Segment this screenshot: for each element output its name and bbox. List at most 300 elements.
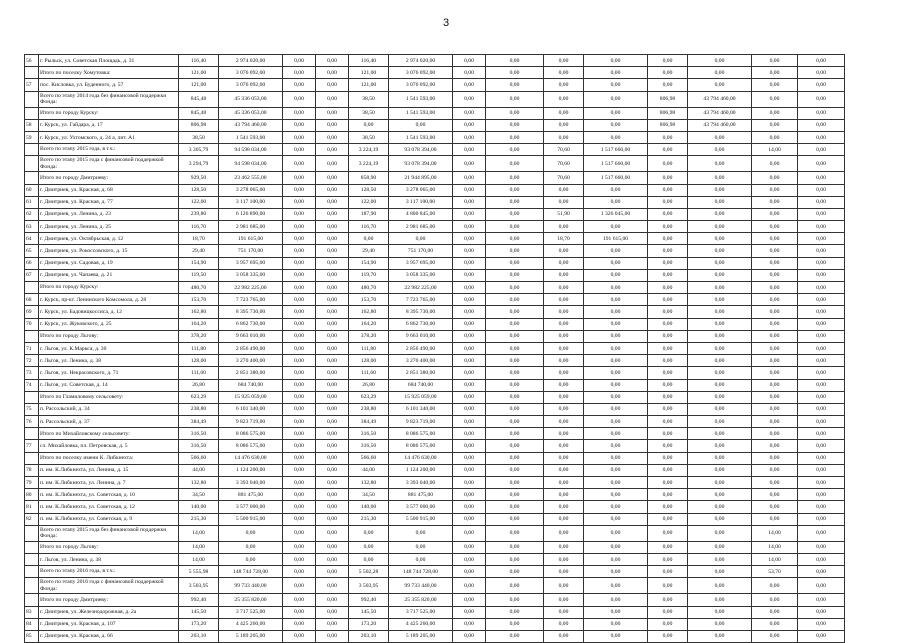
value-cell: 0,00: [486, 131, 544, 143]
value-cell: 0,00: [688, 330, 752, 342]
value-cell: 0,00: [453, 221, 486, 233]
address-cell: Итого по поселку имени К. Либкнехта:: [39, 452, 179, 464]
subtotal-row: [25, 107, 845, 119]
value-cell: 0,00: [316, 67, 349, 79]
value-cell: 29,40: [349, 245, 389, 257]
value-cell: 0,00: [486, 566, 544, 578]
value-cell: 0,00: [752, 416, 798, 428]
value-cell: 38,50: [349, 131, 389, 143]
value-cell: 0,00: [584, 618, 648, 630]
value-cell: 0,00: [584, 119, 648, 131]
row-number-cell: [25, 144, 39, 156]
value-cell: 0,00: [486, 196, 544, 208]
value-cell: 0,00: [316, 464, 349, 476]
value-cell: 215,30: [179, 513, 219, 525]
value-cell: 0,00: [688, 221, 752, 233]
value-cell: 0,00: [389, 525, 453, 541]
value-cell: 0,00: [283, 541, 316, 553]
value-cell: 15 925 059,00: [389, 391, 453, 403]
value-cell: 0,00: [544, 630, 584, 642]
value-cell: 1 124 200,00: [389, 464, 453, 476]
value-cell: 0,00: [752, 594, 798, 606]
value-cell: 316,50: [179, 440, 219, 452]
value-cell: 0,00: [688, 318, 752, 330]
value-cell: 992,40: [349, 594, 389, 606]
value-cell: 4 425 260,00: [219, 618, 283, 630]
value-cell: 0,00: [648, 566, 688, 578]
value-cell: 0,00: [453, 525, 486, 541]
value-cell: 0,00: [544, 55, 584, 67]
value-cell: 0,00: [453, 452, 486, 464]
value-cell: 3 278 065,00: [219, 184, 283, 196]
value-cell: 70,60: [544, 172, 584, 184]
value-cell: 0,00: [453, 428, 486, 440]
value-cell: 0,00: [453, 107, 486, 119]
value-cell: 0,00: [453, 541, 486, 553]
value-cell: 0,00: [798, 501, 845, 513]
value-cell: 43 794 460,00: [688, 107, 752, 119]
row-number-cell: 58: [25, 119, 39, 131]
page-number: 3: [443, 17, 450, 29]
value-cell: 0,00: [584, 379, 648, 391]
value-cell: 44,00: [179, 464, 219, 476]
value-cell: 0,00: [544, 342, 584, 354]
value-cell: 0,00: [752, 367, 798, 379]
value-cell: 0,00: [486, 156, 544, 172]
value-cell: 0,00: [283, 618, 316, 630]
value-cell: 0,00: [349, 119, 389, 131]
value-cell: 0,00: [316, 541, 349, 553]
value-cell: 0,00: [584, 541, 648, 553]
value-cell: 14,00: [179, 541, 219, 553]
value-cell: 0,00: [486, 477, 544, 489]
value-cell: 0,00: [752, 172, 798, 184]
table-row: [25, 342, 845, 354]
row-number-cell: [25, 67, 39, 79]
value-cell: 45 336 053,00: [219, 91, 283, 107]
value-cell: 0,00: [648, 318, 688, 330]
value-cell: 0,00: [584, 245, 648, 257]
row-number-cell: 56: [25, 55, 39, 67]
value-cell: 1 541 593,00: [389, 91, 453, 107]
value-cell: 0,00: [798, 355, 845, 367]
value-cell: 378,20: [179, 330, 219, 342]
value-cell: 0,00: [283, 318, 316, 330]
table-row: [25, 477, 845, 489]
value-cell: 316,50: [179, 428, 219, 440]
value-cell: 0,00: [798, 294, 845, 306]
value-cell: 0,00: [316, 618, 349, 630]
value-cell: 15 925 059,00: [219, 391, 283, 403]
value-cell: 0,00: [798, 440, 845, 452]
value-cell: 3 957 695,00: [219, 257, 283, 269]
value-cell: 0,00: [544, 119, 584, 131]
value-cell: 0,00: [453, 553, 486, 565]
value-cell: 6 862 730,00: [389, 318, 453, 330]
value-cell: 3 270 400,00: [389, 355, 453, 367]
value-cell: 0,00: [688, 257, 752, 269]
value-cell: 3 503,95: [179, 578, 219, 594]
value-cell: 0,00: [648, 403, 688, 415]
value-cell: 0,00: [688, 172, 752, 184]
value-cell: 0,00: [544, 379, 584, 391]
value-cell: 25 355 820,00: [219, 594, 283, 606]
value-cell: 0,00: [544, 416, 584, 428]
value-cell: 0,00: [544, 553, 584, 565]
value-cell: 0,00: [283, 221, 316, 233]
value-cell: 0,00: [798, 330, 845, 342]
value-cell: 0,00: [584, 489, 648, 501]
value-cell: 0,00: [316, 208, 349, 220]
value-cell: 154,90: [179, 257, 219, 269]
value-cell: 0,00: [688, 67, 752, 79]
value-cell: 0,00: [544, 428, 584, 440]
value-cell: 0,00: [688, 79, 752, 91]
value-cell: 0,00: [283, 67, 316, 79]
value-cell: 0,00: [752, 318, 798, 330]
value-cell: 384,49: [179, 416, 219, 428]
value-cell: 3 270 400,00: [219, 355, 283, 367]
value-cell: 0,00: [752, 55, 798, 67]
value-cell: 0,00: [648, 440, 688, 452]
value-cell: 18,70: [179, 233, 219, 245]
row-number-cell: 64: [25, 233, 39, 245]
table-row: [25, 55, 845, 67]
value-cell: 0,00: [648, 330, 688, 342]
row-number-cell: [25, 553, 39, 565]
row-number-cell: [25, 452, 39, 464]
value-cell: 0,00: [486, 452, 544, 464]
value-cell: 0,00: [486, 144, 544, 156]
value-cell: 0,00: [486, 107, 544, 119]
address-cell: сл. Михайловка, пл. Петровская, д. 5: [39, 440, 179, 452]
value-cell: 14,00: [752, 144, 798, 156]
row-number-cell: 85: [25, 630, 39, 642]
value-cell: 0,00: [486, 367, 544, 379]
address-cell: п. им. К.Либкнехта, ул. Советская, д. 10: [39, 489, 179, 501]
value-cell: 316,50: [349, 428, 389, 440]
value-cell: 0,00: [453, 578, 486, 594]
value-cell: 238,80: [349, 403, 389, 415]
address-cell: г. Дмитриев, ул. Ленина, д. 25: [39, 221, 179, 233]
value-cell: 0,00: [349, 525, 389, 541]
value-cell: 0,00: [486, 221, 544, 233]
value-cell: 3 117 100,00: [219, 196, 283, 208]
value-cell: 0,00: [316, 452, 349, 464]
value-cell: 0,00: [453, 294, 486, 306]
value-cell: 0,00: [798, 606, 845, 618]
address-cell: г. Курск, пр-кт. Ленинского Комсомола, д. 28: [39, 294, 179, 306]
value-cell: 0,00: [798, 156, 845, 172]
value-cell: 0,00: [688, 541, 752, 553]
row-number-cell: 77: [25, 440, 39, 452]
value-cell: 0,00: [316, 379, 349, 391]
value-cell: 238,80: [179, 403, 219, 415]
row-number-cell: [25, 566, 39, 578]
value-cell: 0,00: [316, 257, 349, 269]
value-cell: 0,00: [798, 578, 845, 594]
value-cell: 0,00: [798, 144, 845, 156]
address-cell: Итого по Михайловскому сельсовету:: [39, 428, 179, 440]
value-cell: 0,00: [648, 131, 688, 143]
value-cell: 751 170,00: [219, 245, 283, 257]
address-cell: п. им. К.Либкнехта, ул. Ленина, д. 15: [39, 464, 179, 476]
value-cell: 0,00: [752, 233, 798, 245]
subtotal-row: [25, 156, 845, 172]
value-cell: 121,00: [179, 79, 219, 91]
value-cell: 0,00: [688, 525, 752, 541]
value-cell: 0,00: [584, 566, 648, 578]
value-cell: 0,00: [316, 630, 349, 642]
value-cell: 0,00: [316, 403, 349, 415]
value-cell: 0,00: [453, 257, 486, 269]
value-cell: 0,00: [584, 257, 648, 269]
value-cell: 5 555,98: [179, 566, 219, 578]
value-cell: 2 851 380,00: [219, 367, 283, 379]
value-cell: 0,00: [316, 513, 349, 525]
value-cell: 0,00: [798, 131, 845, 143]
address-cell: г. Дмитриев, ул. Чапаева, д. 21: [39, 269, 179, 281]
value-cell: 0,00: [486, 269, 544, 281]
value-cell: 3 076 092,00: [219, 67, 283, 79]
value-cell: 0,00: [752, 379, 798, 391]
value-cell: 3 076 092,00: [389, 79, 453, 91]
value-cell: 3 717 525,00: [219, 606, 283, 618]
value-cell: 0,00: [688, 416, 752, 428]
value-cell: 0,00: [752, 501, 798, 513]
value-cell: 0,00: [283, 367, 316, 379]
value-cell: 0,00: [316, 594, 349, 606]
value-cell: 0,00: [584, 79, 648, 91]
value-cell: 0,00: [544, 566, 584, 578]
value-cell: 2 981 685,00: [219, 221, 283, 233]
value-cell: 845,48: [179, 91, 219, 107]
value-cell: 0,00: [648, 477, 688, 489]
value-cell: 0,00: [453, 618, 486, 630]
value-cell: 2 851 380,00: [389, 367, 453, 379]
table-row: [25, 233, 845, 245]
value-cell: 0,00: [798, 416, 845, 428]
value-cell: 0,00: [798, 525, 845, 541]
value-cell: 99 733 440,00: [389, 578, 453, 594]
value-cell: 0,00: [283, 55, 316, 67]
value-cell: 0,00: [283, 144, 316, 156]
value-cell: 0,00: [584, 391, 648, 403]
row-number-cell: [25, 391, 39, 403]
subtotal-row: [25, 525, 845, 541]
value-cell: 0,00: [798, 208, 845, 220]
value-cell: 0,00: [688, 403, 752, 415]
value-cell: 38,50: [179, 131, 219, 143]
address-cell: г. Дмитриев, ул. Красная, д. 66: [39, 630, 179, 642]
value-cell: 0,00: [584, 294, 648, 306]
value-cell: 18,70: [544, 233, 584, 245]
value-cell: 0,00: [453, 233, 486, 245]
value-cell: 0,00: [453, 67, 486, 79]
value-cell: 0,00: [584, 403, 648, 415]
value-cell: 0,00: [798, 245, 845, 257]
table-row: [25, 416, 845, 428]
subtotal-row: [25, 330, 845, 342]
value-cell: 111,80: [349, 342, 389, 354]
value-cell: 0,00: [648, 594, 688, 606]
value-cell: 0,00: [752, 221, 798, 233]
value-cell: 99 733 440,00: [219, 578, 283, 594]
value-cell: 116,40: [179, 55, 219, 67]
value-cell: 0,00: [453, 416, 486, 428]
table-row: [25, 221, 845, 233]
value-cell: 0,00: [544, 269, 584, 281]
table-row: [25, 513, 845, 525]
value-cell: 0,00: [283, 131, 316, 143]
value-cell: 0,00: [648, 294, 688, 306]
value-cell: 3 503,95: [349, 578, 389, 594]
value-cell: 0,00: [486, 208, 544, 220]
row-number-cell: 72: [25, 355, 39, 367]
value-cell: 0,00: [283, 330, 316, 342]
value-cell: 0,00: [648, 489, 688, 501]
row-number-cell: 68: [25, 294, 39, 306]
value-cell: 0,00: [453, 489, 486, 501]
value-cell: 3 393 040,00: [219, 477, 283, 489]
value-cell: 4 800 845,00: [389, 208, 453, 220]
address-cell: г. Дмитриев, ул. Октябрьская, д. 12: [39, 233, 179, 245]
value-cell: 22 982 225,00: [219, 282, 283, 294]
value-cell: 0,00: [486, 282, 544, 294]
row-number-cell: [25, 428, 39, 440]
value-cell: 0,00: [453, 355, 486, 367]
value-cell: 5 500 915,00: [219, 513, 283, 525]
value-cell: 5 502,28: [349, 566, 389, 578]
value-cell: 0,00: [752, 330, 798, 342]
value-cell: 480,70: [179, 282, 219, 294]
value-cell: 0,00: [283, 477, 316, 489]
value-cell: 0,00: [283, 257, 316, 269]
value-cell: 0,00: [283, 578, 316, 594]
value-cell: 0,00: [283, 403, 316, 415]
value-cell: 0,00: [453, 79, 486, 91]
value-cell: 0,00: [453, 245, 486, 257]
value-cell: 121,00: [349, 79, 389, 91]
value-cell: 111,60: [349, 367, 389, 379]
value-cell: 1 326 045,00: [584, 208, 648, 220]
value-cell: 0,00: [453, 131, 486, 143]
value-cell: 14,00: [752, 553, 798, 565]
value-cell: 0,00: [283, 391, 316, 403]
value-cell: 0,00: [544, 452, 584, 464]
value-cell: 0,00: [688, 379, 752, 391]
value-cell: 116,40: [349, 55, 389, 67]
value-cell: 0,00: [486, 553, 544, 565]
table-row: [25, 245, 845, 257]
value-cell: 0,00: [648, 172, 688, 184]
value-cell: 6 862 730,00: [219, 318, 283, 330]
value-cell: 0,00: [798, 306, 845, 318]
address-cell: г. Дмитриев, ул. Красная, д. 77: [39, 196, 179, 208]
value-cell: 0,00: [688, 342, 752, 354]
value-cell: 806,98: [648, 91, 688, 107]
row-number-cell: 83: [25, 606, 39, 618]
table-row: [25, 184, 845, 196]
value-cell: 0,00: [283, 208, 316, 220]
value-cell: 0,00: [316, 606, 349, 618]
value-cell: 0,00: [688, 452, 752, 464]
value-cell: 6 126 890,00: [219, 208, 283, 220]
value-cell: 0,00: [283, 306, 316, 318]
value-cell: 0,00: [486, 233, 544, 245]
value-cell: 0,00: [453, 594, 486, 606]
value-cell: 0,00: [752, 306, 798, 318]
value-cell: 0,00: [544, 330, 584, 342]
value-cell: 0,00: [752, 464, 798, 476]
value-cell: 0,00: [453, 282, 486, 294]
value-cell: 0,00: [752, 477, 798, 489]
value-cell: 3 224,19: [349, 144, 389, 156]
value-cell: 14 476 630,00: [389, 452, 453, 464]
value-cell: 0,00: [648, 525, 688, 541]
address-cell: п. Рассольский, д. 37: [39, 416, 179, 428]
address-cell: п. им. К.Либкнехта, ул. Советская, д. 9: [39, 513, 179, 525]
table-row: [25, 196, 845, 208]
value-cell: 3 577 000,00: [389, 501, 453, 513]
table-row: [25, 257, 845, 269]
value-cell: 0,00: [283, 107, 316, 119]
row-number-cell: [25, 525, 39, 541]
value-cell: 0,00: [648, 553, 688, 565]
value-cell: 1 517 660,00: [584, 172, 648, 184]
value-cell: 0,00: [283, 513, 316, 525]
value-cell: 94 598 034,00: [219, 144, 283, 156]
value-cell: 43 794 460,00: [219, 119, 283, 131]
value-cell: 45 336 053,00: [219, 107, 283, 119]
address-cell: Всего по этапу 2015 года с финансовой поддержкой Фонда:: [39, 156, 179, 172]
value-cell: 0,00: [584, 342, 648, 354]
value-cell: 191 615,00: [584, 233, 648, 245]
value-cell: 43 794 460,00: [688, 91, 752, 107]
value-cell: 0,00: [544, 464, 584, 476]
value-cell: 0,00: [798, 391, 845, 403]
value-cell: 0,00: [688, 440, 752, 452]
value-cell: 0,00: [752, 196, 798, 208]
value-cell: 0,00: [389, 553, 453, 565]
value-cell: 0,00: [486, 541, 544, 553]
value-cell: 0,00: [688, 513, 752, 525]
value-cell: 0,00: [453, 156, 486, 172]
value-cell: 0,00: [544, 594, 584, 606]
value-cell: 0,00: [648, 306, 688, 318]
value-cell: 187,90: [349, 208, 389, 220]
value-cell: 0,00: [688, 477, 752, 489]
value-cell: 0,00: [389, 541, 453, 553]
value-cell: 0,00: [584, 452, 648, 464]
value-cell: 806,98: [648, 107, 688, 119]
value-cell: 0,00: [453, 318, 486, 330]
value-cell: 0,00: [798, 233, 845, 245]
row-number-cell: [25, 282, 39, 294]
value-cell: 0,00: [316, 79, 349, 91]
value-cell: 0,00: [316, 131, 349, 143]
value-cell: 0,00: [798, 67, 845, 79]
value-cell: 119,50: [179, 269, 219, 281]
value-cell: 0,00: [544, 107, 584, 119]
table-row: [25, 403, 845, 415]
address-cell: г. Льгов, ул. Некрасовского, д. 71: [39, 367, 179, 379]
value-cell: 0,00: [544, 196, 584, 208]
value-cell: 0,00: [688, 355, 752, 367]
value-cell: 9 663 010,00: [389, 330, 453, 342]
value-cell: 14,00: [179, 553, 219, 565]
row-number-cell: 81: [25, 501, 39, 513]
